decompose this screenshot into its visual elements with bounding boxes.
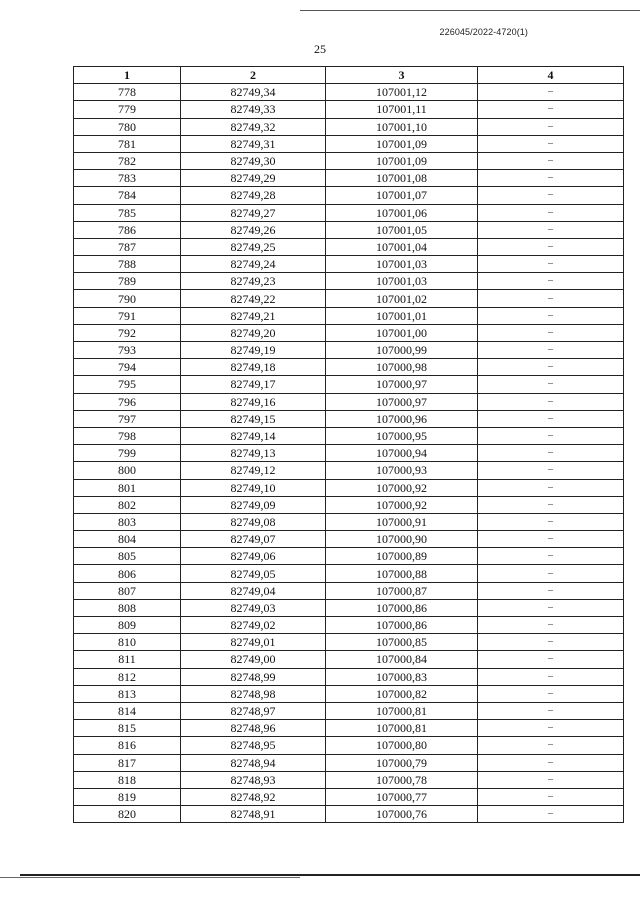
note-cell: – <box>478 135 624 152</box>
x-coordinate-cell: 82749,10 <box>181 479 326 496</box>
x-coordinate-cell: 82749,01 <box>181 634 326 651</box>
x-coordinate-cell: 82749,07 <box>181 531 326 548</box>
point-number-cell: 805 <box>74 548 181 565</box>
x-coordinate-cell: 82749,17 <box>181 376 326 393</box>
y-coordinate-cell: 107000,93 <box>326 462 478 479</box>
table-row <box>74 720 624 737</box>
y-coordinate-cell: 107001,08 <box>326 170 478 187</box>
y-coordinate-cell: 107000,84 <box>326 651 478 668</box>
note-cell: – <box>478 462 624 479</box>
y-coordinate-cell: 107001,12 <box>326 84 478 101</box>
column-header: 1 <box>74 67 181 84</box>
y-coordinate-cell: 107000,92 <box>326 496 478 513</box>
note-cell: – <box>478 204 624 221</box>
point-number-cell: 819 <box>74 788 181 805</box>
table-row <box>74 582 624 599</box>
point-number-cell: 785 <box>74 204 181 221</box>
y-coordinate-cell: 107000,86 <box>326 599 478 616</box>
x-coordinate-cell: 82749,03 <box>181 599 326 616</box>
y-coordinate-cell: 107001,06 <box>326 204 478 221</box>
note-cell: – <box>478 187 624 204</box>
note-cell: – <box>478 806 624 823</box>
y-coordinate-cell: 107001,04 <box>326 238 478 255</box>
y-coordinate-cell: 107000,91 <box>326 513 478 530</box>
note-cell: – <box>478 324 624 341</box>
x-coordinate-cell: 82749,25 <box>181 238 326 255</box>
y-coordinate-cell: 107001,09 <box>326 135 478 152</box>
table-row <box>74 548 624 565</box>
page-number: 25 <box>314 42 326 56</box>
point-number-cell: 792 <box>74 324 181 341</box>
note-cell: – <box>478 513 624 530</box>
x-coordinate-cell: 82749,31 <box>181 135 326 152</box>
point-number-cell: 807 <box>74 582 181 599</box>
point-number-cell: 806 <box>74 565 181 582</box>
table-row <box>74 685 624 702</box>
table-row <box>74 513 624 530</box>
point-number-cell: 802 <box>74 496 181 513</box>
note-cell: – <box>478 737 624 754</box>
y-coordinate-cell: 107000,86 <box>326 617 478 634</box>
table-row <box>74 84 624 101</box>
note-cell: – <box>478 531 624 548</box>
point-number-cell: 787 <box>74 238 181 255</box>
x-coordinate-cell: 82749,28 <box>181 187 326 204</box>
coordinates-table <box>73 66 624 823</box>
point-number-cell: 789 <box>74 273 181 290</box>
table-row <box>74 668 624 685</box>
table-row <box>74 445 624 462</box>
table-row <box>74 393 624 410</box>
point-number-cell: 820 <box>74 806 181 823</box>
y-coordinate-cell: 107001,02 <box>326 290 478 307</box>
x-coordinate-cell: 82749,24 <box>181 256 326 273</box>
note-cell: – <box>478 702 624 719</box>
y-coordinate-cell: 107001,10 <box>326 118 478 135</box>
x-coordinate-cell: 82748,95 <box>181 737 326 754</box>
note-cell: – <box>478 393 624 410</box>
note-cell: – <box>478 496 624 513</box>
table-row <box>74 788 624 805</box>
y-coordinate-cell: 107000,97 <box>326 393 478 410</box>
bottom-rule <box>20 874 640 876</box>
table-row <box>74 737 624 754</box>
x-coordinate-cell: 82749,20 <box>181 324 326 341</box>
table-row <box>74 101 624 118</box>
note-cell: – <box>478 273 624 290</box>
note-cell: – <box>478 152 624 169</box>
note-cell: – <box>478 342 624 359</box>
note-cell: – <box>478 359 624 376</box>
x-coordinate-cell: 82749,33 <box>181 101 326 118</box>
point-number-cell: 788 <box>74 256 181 273</box>
y-coordinate-cell: 107000,77 <box>326 788 478 805</box>
point-number-cell: 813 <box>74 685 181 702</box>
x-coordinate-cell: 82749,04 <box>181 582 326 599</box>
x-coordinate-cell: 82749,06 <box>181 548 326 565</box>
point-number-cell: 811 <box>74 651 181 668</box>
point-number-cell: 801 <box>74 479 181 496</box>
note-cell: – <box>478 221 624 238</box>
point-number-cell: 780 <box>74 118 181 135</box>
note-cell: – <box>478 101 624 118</box>
point-number-cell: 786 <box>74 221 181 238</box>
x-coordinate-cell: 82749,27 <box>181 204 326 221</box>
point-number-cell: 810 <box>74 634 181 651</box>
point-number-cell: 804 <box>74 531 181 548</box>
x-coordinate-cell: 82749,08 <box>181 513 326 530</box>
note-cell: – <box>478 84 624 101</box>
x-coordinate-cell: 82749,30 <box>181 152 326 169</box>
y-coordinate-cell: 107000,85 <box>326 634 478 651</box>
point-number-cell: 816 <box>74 737 181 754</box>
table-row <box>74 273 624 290</box>
y-coordinate-cell: 107000,90 <box>326 531 478 548</box>
table-row <box>74 342 624 359</box>
column-header: 2 <box>181 67 326 84</box>
x-coordinate-cell: 82749,19 <box>181 342 326 359</box>
x-coordinate-cell: 82749,26 <box>181 221 326 238</box>
x-coordinate-cell: 82748,98 <box>181 685 326 702</box>
y-coordinate-cell: 107000,94 <box>326 445 478 462</box>
x-coordinate-cell: 82748,97 <box>181 702 326 719</box>
note-cell: – <box>478 788 624 805</box>
table-row <box>74 152 624 169</box>
point-number-cell: 814 <box>74 702 181 719</box>
point-number-cell: 799 <box>74 445 181 462</box>
note-cell: – <box>478 479 624 496</box>
note-cell: – <box>478 582 624 599</box>
y-coordinate-cell: 107000,78 <box>326 771 478 788</box>
x-coordinate-cell: 82749,23 <box>181 273 326 290</box>
note-cell: – <box>478 548 624 565</box>
note-cell: – <box>478 617 624 634</box>
x-coordinate-cell: 82749,13 <box>181 445 326 462</box>
point-number-cell: 782 <box>74 152 181 169</box>
note-cell: – <box>478 599 624 616</box>
y-coordinate-cell: 107001,11 <box>326 101 478 118</box>
x-coordinate-cell: 82748,99 <box>181 668 326 685</box>
table-row <box>74 462 624 479</box>
note-cell: – <box>478 307 624 324</box>
note-cell: – <box>478 427 624 444</box>
point-number-cell: 815 <box>74 720 181 737</box>
note-cell: – <box>478 410 624 427</box>
note-cell: – <box>478 754 624 771</box>
x-coordinate-cell: 82749,12 <box>181 462 326 479</box>
y-coordinate-cell: 107000,99 <box>326 342 478 359</box>
note-cell: – <box>478 290 624 307</box>
column-header: 3 <box>326 67 478 84</box>
table-row <box>74 617 624 634</box>
table-row <box>74 221 624 238</box>
table-row <box>74 170 624 187</box>
x-coordinate-cell: 82749,18 <box>181 359 326 376</box>
point-number-cell: 796 <box>74 393 181 410</box>
x-coordinate-cell: 82748,93 <box>181 771 326 788</box>
note-cell: – <box>478 771 624 788</box>
y-coordinate-cell: 107001,05 <box>326 221 478 238</box>
table-row <box>74 204 624 221</box>
x-coordinate-cell: 82749,21 <box>181 307 326 324</box>
note-cell: – <box>478 720 624 737</box>
y-coordinate-cell: 107001,00 <box>326 324 478 341</box>
point-number-cell: 784 <box>74 187 181 204</box>
table-row <box>74 290 624 307</box>
y-coordinate-cell: 107000,87 <box>326 582 478 599</box>
x-coordinate-cell: 82749,34 <box>181 84 326 101</box>
table-row <box>74 634 624 651</box>
y-coordinate-cell: 107000,92 <box>326 479 478 496</box>
table-row <box>74 427 624 444</box>
x-coordinate-cell: 82748,92 <box>181 788 326 805</box>
table-row <box>74 806 624 823</box>
table-row <box>74 565 624 582</box>
y-coordinate-cell: 107000,96 <box>326 410 478 427</box>
y-coordinate-cell: 107000,95 <box>326 427 478 444</box>
point-number-cell: 795 <box>74 376 181 393</box>
y-coordinate-cell: 107000,80 <box>326 737 478 754</box>
point-number-cell: 812 <box>74 668 181 685</box>
note-cell: – <box>478 256 624 273</box>
y-coordinate-cell: 107000,89 <box>326 548 478 565</box>
x-coordinate-cell: 82749,00 <box>181 651 326 668</box>
table-row <box>74 359 624 376</box>
note-cell: – <box>478 668 624 685</box>
y-coordinate-cell: 107000,79 <box>326 754 478 771</box>
y-coordinate-cell: 107000,83 <box>326 668 478 685</box>
table-row <box>74 771 624 788</box>
table-row <box>74 376 624 393</box>
x-coordinate-cell: 82748,91 <box>181 806 326 823</box>
table-row <box>74 238 624 255</box>
y-coordinate-cell: 107000,98 <box>326 359 478 376</box>
table-row <box>74 479 624 496</box>
y-coordinate-cell: 107000,97 <box>326 376 478 393</box>
note-cell: – <box>478 376 624 393</box>
point-number-cell: 809 <box>74 617 181 634</box>
table-row <box>74 187 624 204</box>
point-number-cell: 781 <box>74 135 181 152</box>
x-coordinate-cell: 82749,22 <box>181 290 326 307</box>
y-coordinate-cell: 107000,81 <box>326 720 478 737</box>
note-cell: – <box>478 634 624 651</box>
point-number-cell: 783 <box>74 170 181 187</box>
x-coordinate-cell: 82749,29 <box>181 170 326 187</box>
table-row <box>74 702 624 719</box>
table-body <box>74 84 624 823</box>
x-coordinate-cell: 82748,96 <box>181 720 326 737</box>
table-row <box>74 324 624 341</box>
note-cell: – <box>478 170 624 187</box>
point-number-cell: 778 <box>74 84 181 101</box>
x-coordinate-cell: 82749,32 <box>181 118 326 135</box>
table-row <box>74 651 624 668</box>
x-coordinate-cell: 82749,14 <box>181 427 326 444</box>
column-header: 4 <box>478 67 624 84</box>
table-row <box>74 307 624 324</box>
x-coordinate-cell: 82749,09 <box>181 496 326 513</box>
x-coordinate-cell: 82748,94 <box>181 754 326 771</box>
x-coordinate-cell: 82749,15 <box>181 410 326 427</box>
y-coordinate-cell: 107001,03 <box>326 273 478 290</box>
x-coordinate-cell: 82749,16 <box>181 393 326 410</box>
table-row <box>74 531 624 548</box>
table-row <box>74 754 624 771</box>
y-coordinate-cell: 107000,76 <box>326 806 478 823</box>
document-number: 226045/2022-4720(1) <box>439 27 528 37</box>
note-cell: – <box>478 238 624 255</box>
top-rule <box>300 10 640 11</box>
y-coordinate-cell: 107001,07 <box>326 187 478 204</box>
point-number-cell: 793 <box>74 342 181 359</box>
y-coordinate-cell: 107000,88 <box>326 565 478 582</box>
point-number-cell: 797 <box>74 410 181 427</box>
point-number-cell: 818 <box>74 771 181 788</box>
table-row <box>74 599 624 616</box>
y-coordinate-cell: 107000,81 <box>326 702 478 719</box>
table-row <box>74 118 624 135</box>
y-coordinate-cell: 107001,09 <box>326 152 478 169</box>
note-cell: – <box>478 118 624 135</box>
point-number-cell: 800 <box>74 462 181 479</box>
point-number-cell: 790 <box>74 290 181 307</box>
table-row <box>74 496 624 513</box>
point-number-cell: 779 <box>74 101 181 118</box>
point-number-cell: 808 <box>74 599 181 616</box>
note-cell: – <box>478 445 624 462</box>
point-number-cell: 817 <box>74 754 181 771</box>
point-number-cell: 803 <box>74 513 181 530</box>
point-number-cell: 791 <box>74 307 181 324</box>
table-header-row <box>74 67 624 84</box>
table-row <box>74 256 624 273</box>
table-row <box>74 410 624 427</box>
x-coordinate-cell: 82749,05 <box>181 565 326 582</box>
x-coordinate-cell: 82749,02 <box>181 617 326 634</box>
note-cell: – <box>478 651 624 668</box>
point-number-cell: 798 <box>74 427 181 444</box>
bottom-rule-secondary <box>0 877 300 878</box>
note-cell: – <box>478 685 624 702</box>
table-row <box>74 135 624 152</box>
y-coordinate-cell: 107001,03 <box>326 256 478 273</box>
point-number-cell: 794 <box>74 359 181 376</box>
note-cell: – <box>478 565 624 582</box>
y-coordinate-cell: 107000,82 <box>326 685 478 702</box>
y-coordinate-cell: 107001,01 <box>326 307 478 324</box>
